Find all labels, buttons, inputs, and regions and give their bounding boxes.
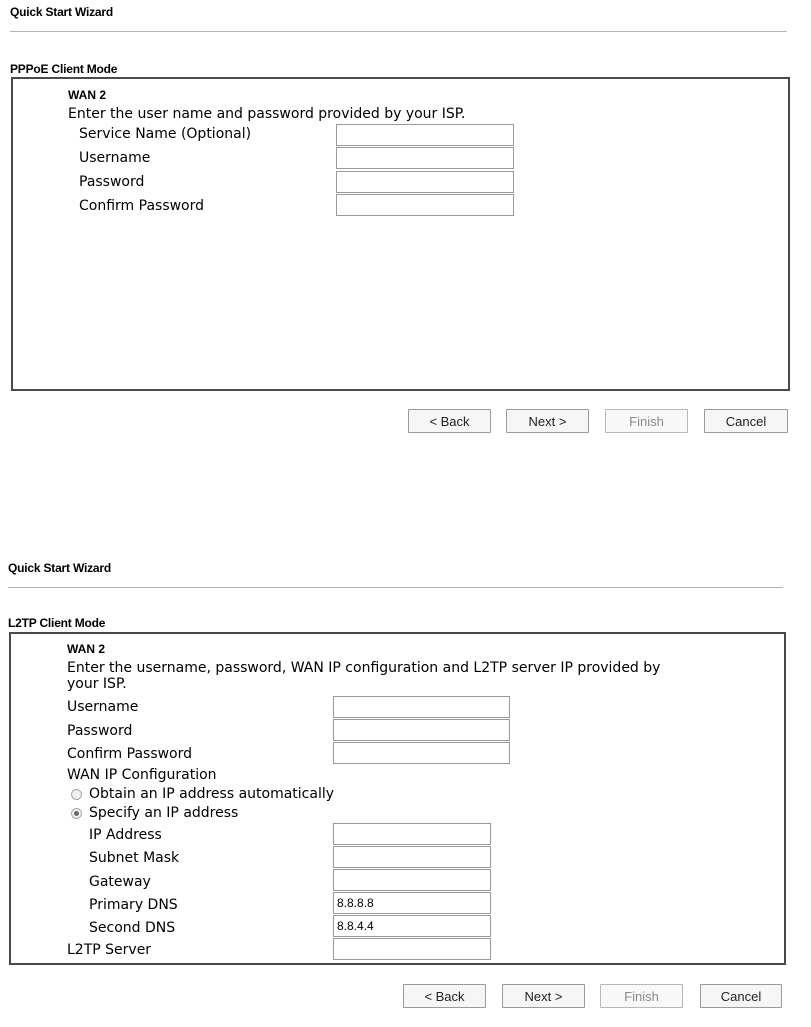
l2tp-username-input[interactable] [333, 696, 510, 718]
wan-label-pppoe: WAN 2 [68, 88, 107, 102]
l2tp-username-label: Username [67, 699, 139, 715]
l2tp-password-label: Password [67, 723, 133, 739]
pppoe-password-input[interactable] [336, 171, 514, 193]
service-name-input[interactable] [336, 124, 514, 146]
pppoe-cancel-button[interactable]: Cancel [704, 409, 788, 433]
l2tp-password-input[interactable] [333, 719, 510, 741]
pppoe-finish-button[interactable]: Finish [605, 409, 688, 433]
divider-l2tp [8, 587, 783, 588]
l2tp-back-button[interactable]: < Back [403, 984, 486, 1008]
l2tp-confirm-password-input[interactable] [333, 742, 510, 764]
wan-label-l2tp: WAN 2 [67, 642, 106, 656]
wizard-title-l2tp: Quick Start Wizard [8, 561, 111, 575]
pppoe-password-label: Password [79, 174, 145, 190]
pppoe-back-button[interactable]: < Back [408, 409, 491, 433]
pppoe-username-input[interactable] [336, 147, 514, 169]
l2tp-instruction-line2: your ISP. [67, 676, 127, 692]
l2tp-panel [9, 632, 786, 965]
pppoe-panel [11, 77, 790, 391]
wan-ip-configuration-label: WAN IP Configuration [67, 767, 217, 783]
ip-address-input[interactable] [333, 823, 491, 845]
l2tp-finish-button[interactable]: Finish [600, 984, 683, 1008]
pppoe-username-label: Username [79, 150, 151, 166]
pppoe-instruction: Enter the user name and password provided by your ISP. [68, 106, 466, 122]
second-dns-input[interactable] [333, 915, 491, 937]
mode-title-pppoe: PPPoE Client Mode [10, 62, 118, 76]
specify-ip-label[interactable]: Specify an IP address [89, 805, 239, 821]
l2tp-confirm-password-label: Confirm Password [67, 746, 193, 762]
wizard-title-pppoe: Quick Start Wizard [10, 5, 113, 19]
l2tp-cancel-button[interactable]: Cancel [700, 984, 782, 1008]
obtain-ip-radio[interactable] [71, 789, 82, 800]
gateway-input[interactable] [333, 869, 491, 891]
pppoe-confirm-password-input[interactable] [336, 194, 514, 216]
l2tp-next-button[interactable]: Next > [502, 984, 585, 1008]
second-dns-label: Second DNS [89, 920, 176, 936]
l2tp-server-label: L2TP Server [67, 942, 152, 958]
specify-ip-radio[interactable] [71, 808, 82, 819]
l2tp-server-input[interactable] [333, 938, 491, 960]
gateway-label: Gateway [89, 874, 151, 890]
subnet-mask-label: Subnet Mask [89, 850, 180, 866]
primary-dns-input[interactable] [333, 892, 491, 914]
subnet-mask-input[interactable] [333, 846, 491, 868]
mode-title-l2tp: L2TP Client Mode [8, 616, 106, 630]
service-name-label: Service Name (Optional) [79, 126, 252, 142]
divider-pppoe [10, 31, 787, 32]
ip-address-label: IP Address [89, 827, 162, 843]
obtain-ip-label[interactable]: Obtain an IP address automatically [89, 786, 335, 802]
l2tp-instruction-line1: Enter the username, password, WAN IP configuration and L2TP server IP provided by [67, 660, 661, 676]
pppoe-confirm-password-label: Confirm Password [79, 198, 205, 214]
primary-dns-label: Primary DNS [89, 897, 178, 913]
pppoe-next-button[interactable]: Next > [506, 409, 589, 433]
